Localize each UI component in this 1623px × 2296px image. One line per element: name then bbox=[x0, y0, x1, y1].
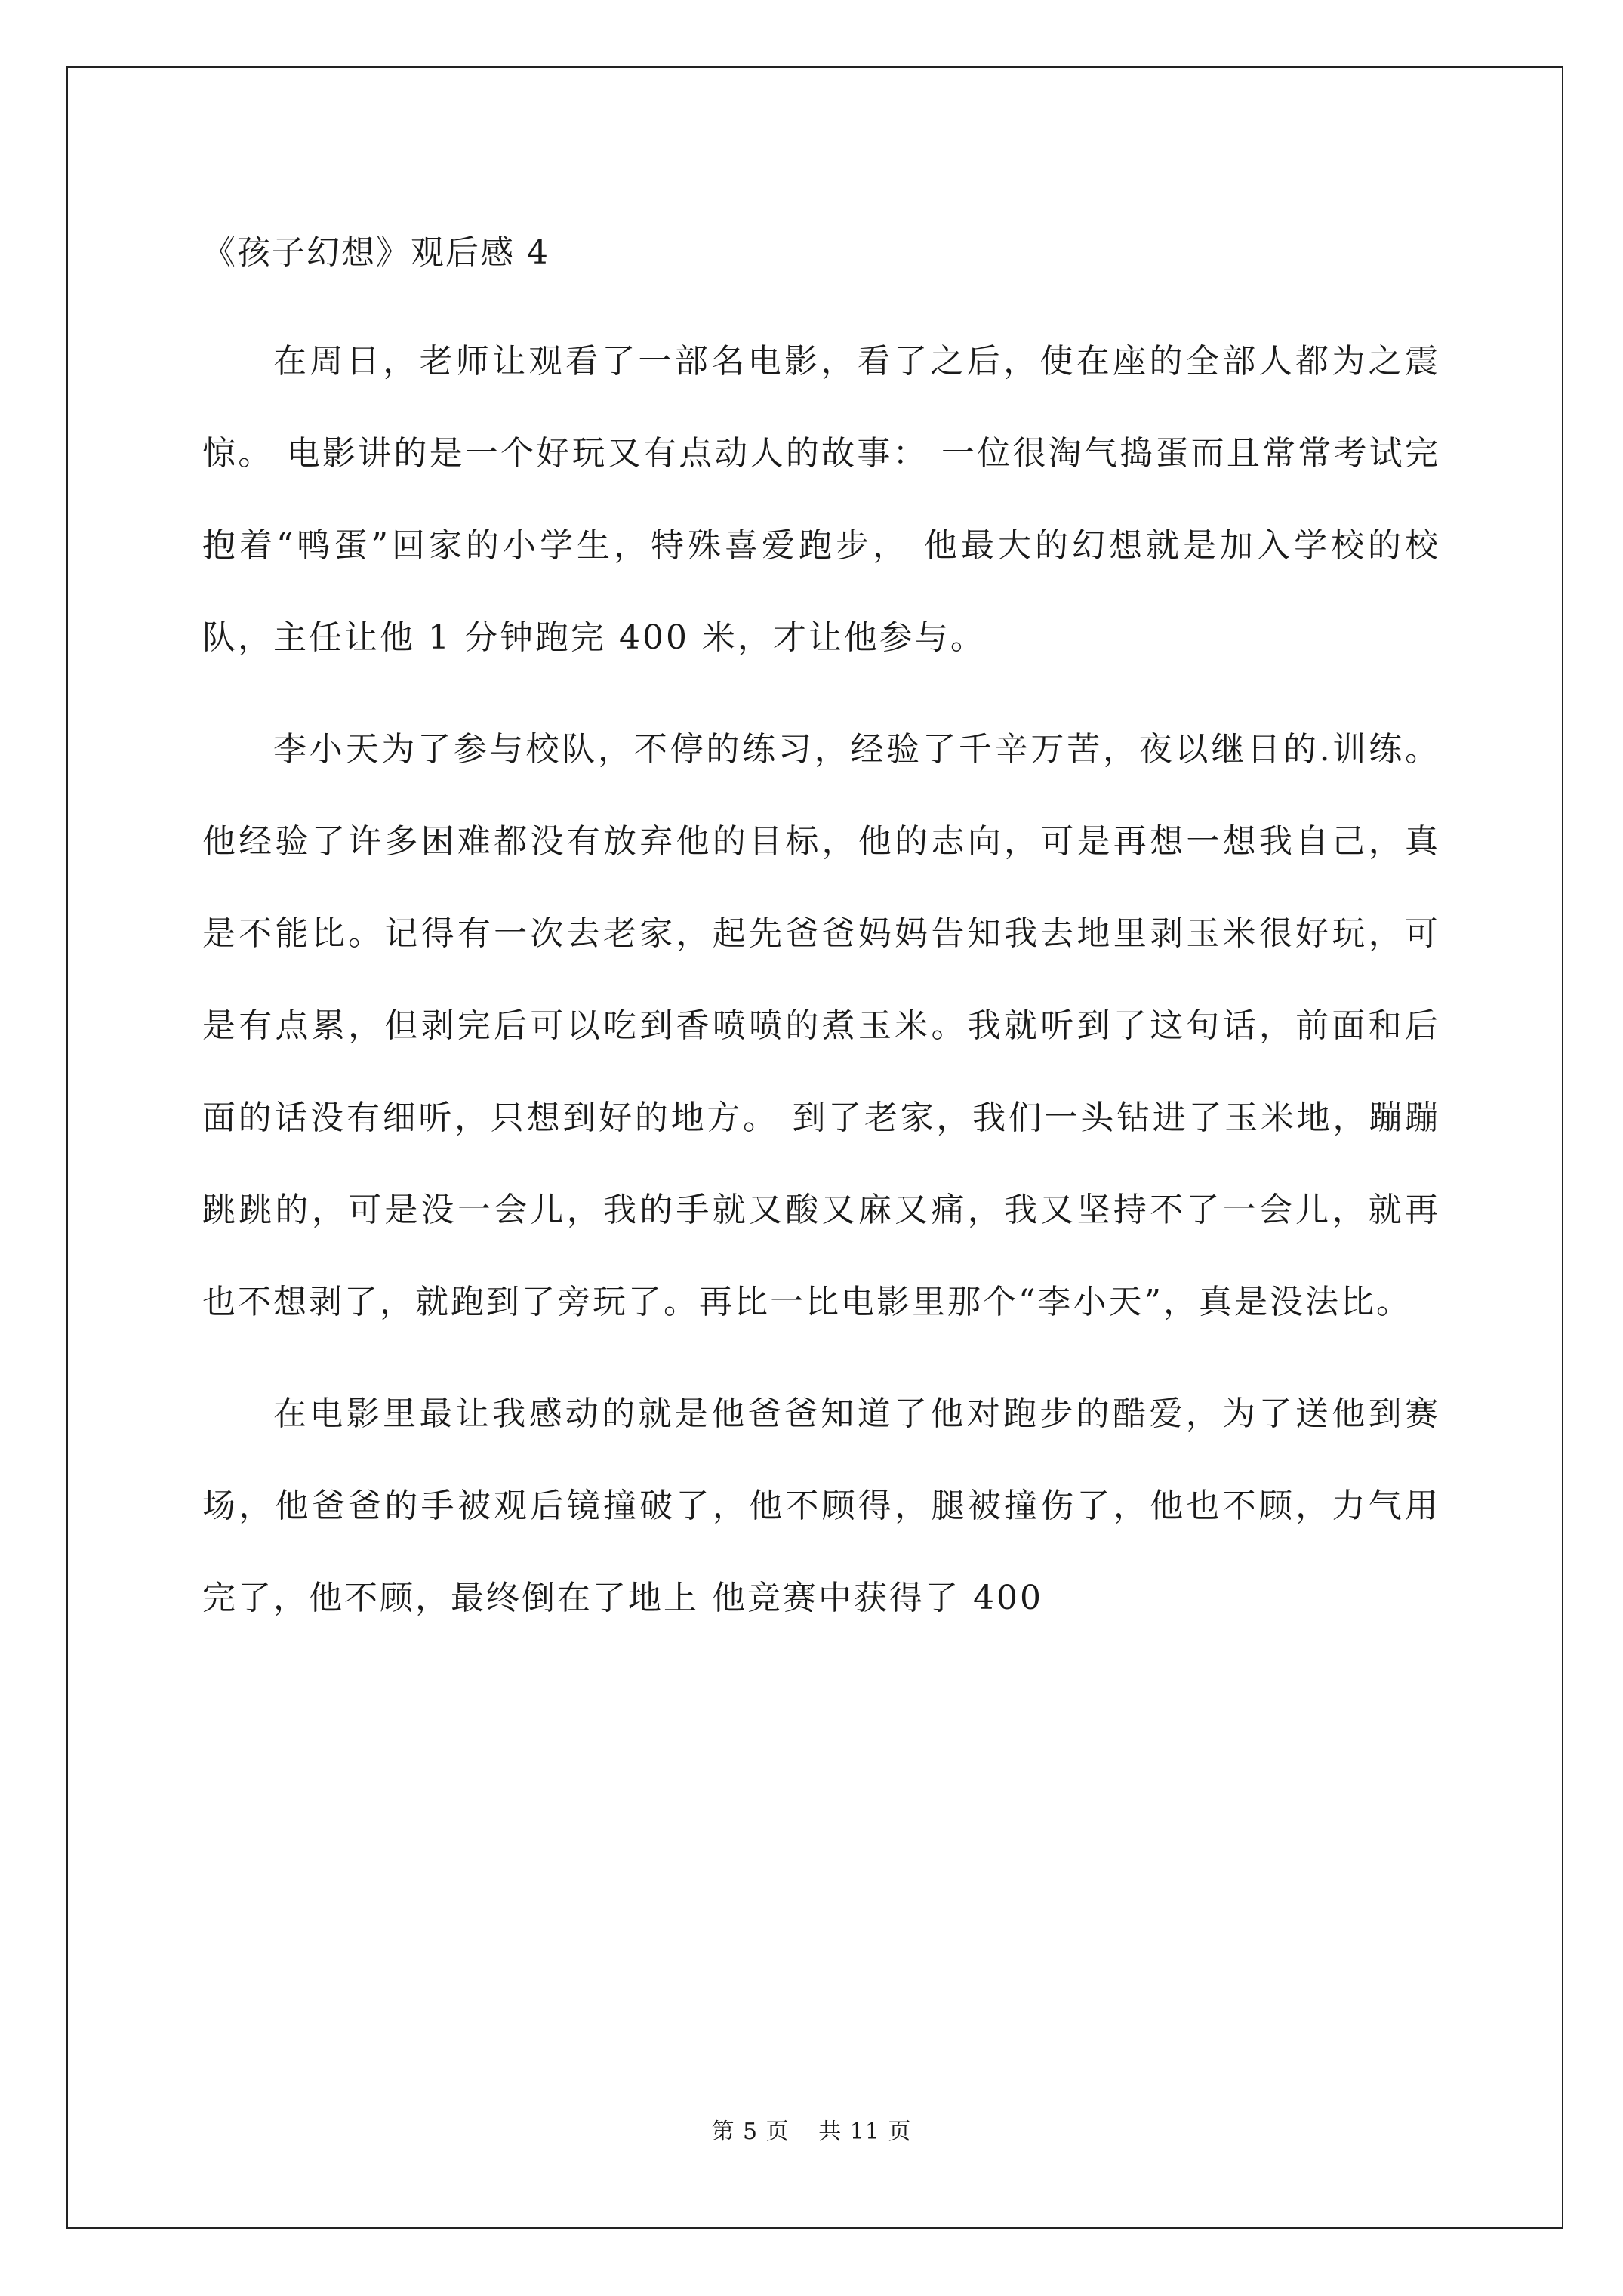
paragraph-1: 在周日，老师让观看了一部名电影，看了之后，使在座的全部人都为之震惊。 电影讲的是一个好玩又有点动人的故事： 一位很淘气捣蛋而且常常考试完抱着“鸭蛋”回家的小学生，特殊喜爱跑步， 他最大的幻想就是加入学校的校队，主任让他 1 分钟跑完 400 米，才让他参与。 bbox=[202, 342, 1440, 657]
paragraph-3: 在电影里最让我感动的就是他爸爸知道了他对跑步的酷爱，为了送他到赛场，他爸爸的手被观后镜撞破了，他不顾得，腿被撞伤了，他也不顾，力气用完了，他不顾，最终倒在了地上 他竞赛中获得了 400 bbox=[202, 1395, 1440, 1617]
document-title: 《孩子幻想》观后感 4 bbox=[202, 233, 550, 272]
page-footer bbox=[0, 2113, 1623, 2146]
page-number: 第 5 页 bbox=[711, 2119, 790, 2145]
page-total: 共 11 页 bbox=[818, 2119, 912, 2145]
document-body bbox=[202, 219, 1440, 1664]
paragraph-2: 李小天为了参与校队，不停的练习，经验了千辛万苦，夜以继日的.训练。他经验了许多困难都没有放弃他的目标，他的志向，可是再想一想我自己，真是不能比。记得有一次去老家，起先爸爸妈妈告知我去地里剥玉米很好玩，可是有点累，但剥完后可以吃到香喷喷的煮玉米。我就听到了这句话，前面和后面的话没有细听，只想到好的地方。 到了老家，我们一头钻进了玉米地，蹦蹦跳跳的，可是没一会儿，我的手就又酸又麻又痛，我又坚持不了一会儿，就再也不想剥了，就跑到了旁玩了。再比一比电影里那个“李小天”，真是没法比。 bbox=[202, 730, 1440, 1321]
